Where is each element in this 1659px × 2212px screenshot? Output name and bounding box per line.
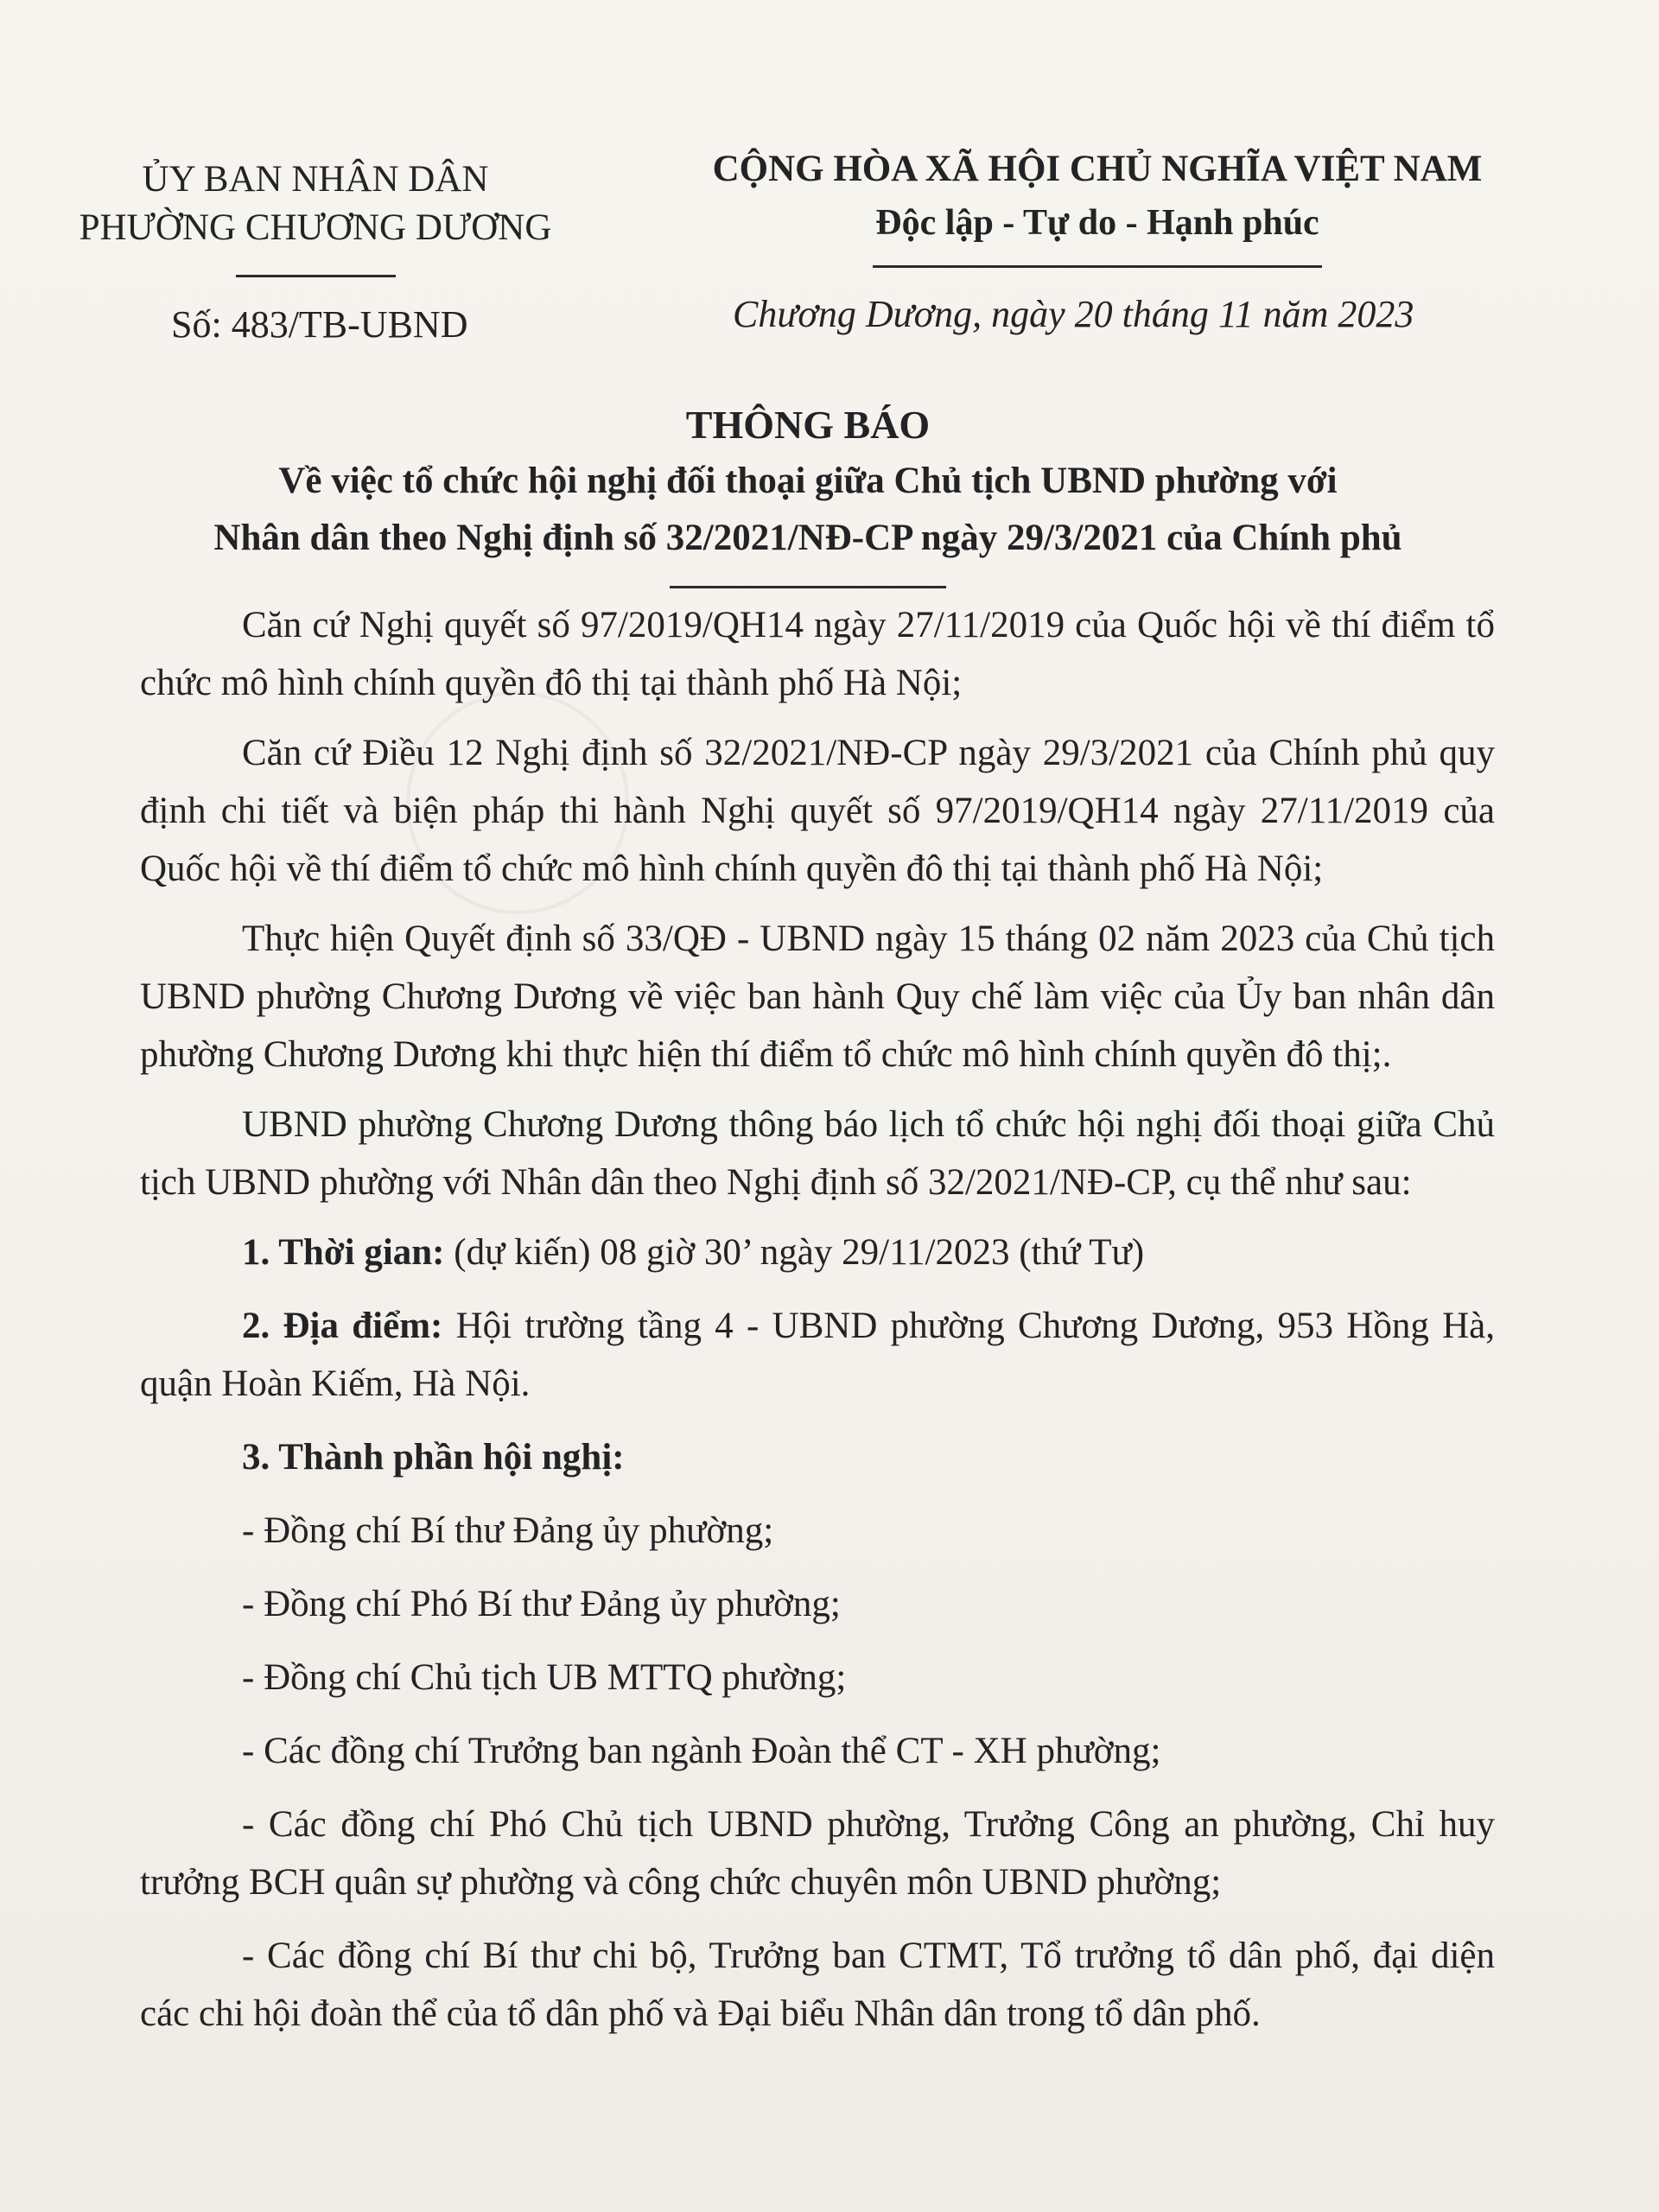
motto-underline	[873, 265, 1322, 268]
document-body	[140, 596, 1495, 2058]
country-name: CỘNG HÒA XÃ HỘI CHỦ NGHĨA VIỆT NAM	[712, 149, 1483, 189]
participant-item: - Đồng chí Bí thư Đảng ủy phường;	[242, 1510, 774, 1551]
document-type: THÔNG BÁO	[685, 403, 931, 447]
participant-item: - Đồng chí Chủ tịch UB MTTQ phường;	[242, 1657, 847, 1698]
agency-line-1: ỦY BAN NHÂN DÂN	[142, 159, 489, 200]
participant-item: - Các đồng chí Trưởng ban ngành Đoàn thể CT - XH phường;	[242, 1731, 1161, 1771]
legal-basis-2: Căn cứ Điều 12 Nghị định số 32/2021/NĐ-CP ngày 29/3/2021 của Chính phủ quy định chi tiết và biện pháp thi hành Nghị quyết số 97/2019/QH14 ngày 27/11/2019 của Quốc hội về thí điểm tổ chức mô hình chính quyền đô thị tại thành phố Hà Nội;	[140, 733, 1495, 889]
participant-item: - Các đồng chí Bí thư chi bộ, Trưởng ban CTMT, Tổ trưởng tổ dân phố, đại diện các chi hội đoàn thể của tổ dân phố và Đại biểu Nhân dân trong tổ dân phố.	[140, 1936, 1495, 2034]
participant-item: - Các đồng chí Phó Chủ tịch UBND phường, Trưởng Công an phường, Chỉ huy trưởng BCH quân sự phường và công chức chuyên môn UBND phường;	[140, 1804, 1495, 1903]
time-label: 1. Thời gian:	[242, 1232, 445, 1273]
location-item	[140, 1297, 1495, 1413]
location-value: Hội trường tầng 4 - UBND phường Chương Dương, 953 Hồng Hà, quận Hoàn Kiếm, Hà Nội.	[140, 1306, 1496, 1404]
agency-line-2: PHƯỜNG CHƯƠNG DƯƠNG	[79, 207, 552, 248]
legal-basis-1: Căn cứ Nghị quyết số 97/2019/QH14 ngày 27/11/2019 của Quốc hội về thí điểm tổ chức mô hình chính quyền đô thị tại thành phố Hà Nội;	[140, 605, 1495, 703]
document-title-block	[130, 397, 1486, 588]
national-header	[665, 143, 1529, 268]
agency-header	[52, 156, 579, 277]
document-number: Số: 483/TB-UBND	[171, 303, 468, 346]
location-label: 2. Địa điểm:	[242, 1306, 443, 1346]
agency-underline	[236, 275, 396, 277]
participant-item: - Đồng chí Phó Bí thư Đảng ủy phường;	[242, 1584, 841, 1624]
time-value: (dự kiến) 08 giờ 30’ ngày 29/11/2023 (thứ Tư)	[444, 1232, 1145, 1273]
subject-line-1: Về việc tổ chức hội nghị đối thoại giữa Chủ tịch UBND phường với	[278, 461, 1338, 501]
announcement-paragraph: UBND phường Chương Dương thông báo lịch tổ chức hội nghị đối thoại giữa Chủ tịch UBND phường với Nhân dân theo Nghị định số 32/2021/NĐ-CP, cụ thể như sau:	[140, 1104, 1495, 1203]
subject-line-2: Nhân dân theo Nghị định số 32/2021/NĐ-CP ngày 29/3/2021 của Chính phủ	[213, 518, 1402, 558]
national-motto: Độc lập - Tự do - Hạnh phúc	[875, 203, 1319, 243]
participants-heading: 3. Thành phần hội nghị:	[242, 1437, 625, 1478]
place-and-date: Chương Dương, ngày 20 tháng 11 năm 2023	[733, 293, 1414, 335]
legal-basis-3: Thực hiện Quyết định số 33/QĐ - UBND ngày 15 tháng 02 năm 2023 của Chủ tịch UBND phường Chương Dương về việc ban hành Quy chế làm việc của Ủy ban nhân dân phường Chương Dương khi thực hiện thí điểm tổ chức mô hình chính quyền đô thị;.	[140, 918, 1495, 1075]
time-item	[140, 1224, 1495, 1281]
title-underline	[670, 586, 946, 588]
